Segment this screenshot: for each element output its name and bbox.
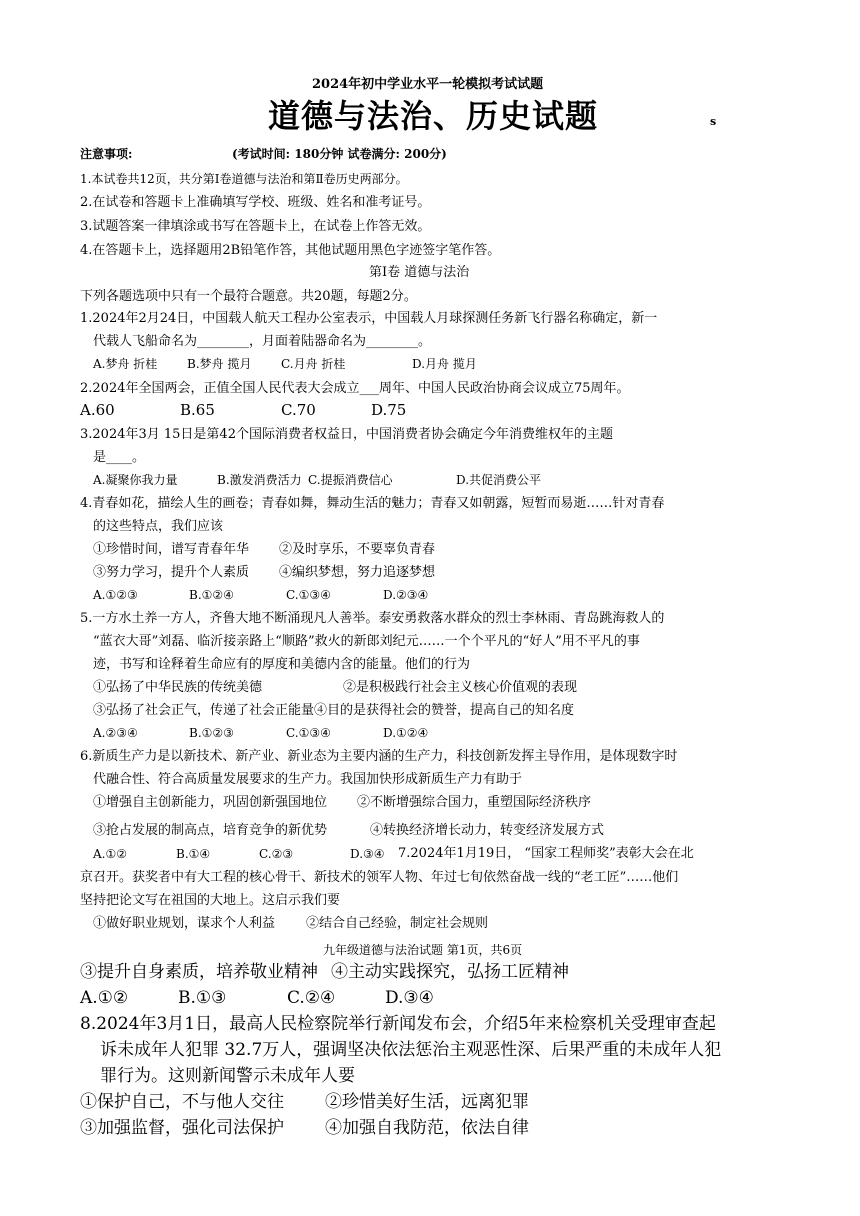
q7-stem-line2: 京召开。获奖者中有大工程的核心骨干、新技术的领军人物、年过七旬依然奋战一线的“老工匠”……他们: [80, 870, 679, 885]
exam-title: 道德与法治、历史试题: [268, 97, 599, 135]
q5-option-a: A.②③④: [93, 726, 138, 740]
q7-option-b: B.①③: [178, 988, 227, 1008]
q4-statement-4: ④编织梦想，努力追逐梦想: [279, 565, 436, 580]
q4-statement-2: ②及时享乐，不要辜负青春: [279, 542, 436, 557]
q1-option-a: A.梦舟 折桂: [93, 357, 158, 371]
q7-option-d: D.③④: [385, 988, 434, 1008]
q7-stem-line3: 坚持把论文写在祖国的大地上。这启示我们要: [80, 893, 341, 908]
q6-stem-line2: 代融合性、符合高质量发展要求的生产力。我国加快形成新质生产力有助于: [93, 772, 523, 787]
q7-stem-line1: 7.2024年1月19日， “国家工程师奖”表彰大会在北: [398, 846, 694, 861]
q6-option-c: C.②③: [259, 847, 294, 861]
q6-statement-2: ②不断增强综合国力，重塑国际经济秩序: [357, 795, 592, 810]
q7-statement-4: ④主动实践探究，弘扬工匠精神: [331, 962, 569, 982]
q8-stem-line1: 8.2024年3月1日，最高人民检察院举行新闻发布会，介绍5年来检察机关受理审查起: [80, 1014, 716, 1034]
q2-option-b: B.65: [180, 401, 215, 419]
q5-stem-line1: 5.一方水土养一方人，齐鲁大地不断涌现凡人善举。泰安勇救落水群众的烈士李林雨、青岛跳海救人的: [80, 611, 665, 626]
notice-item-3: 3.试题答案一律填涂或书写在答题卡上，在试卷上作答无效。: [80, 219, 431, 234]
q5-stem-line3: 迹，书写和诠释着生命应有的厚度和美德内含的能量。他们的行为: [93, 657, 471, 672]
q3-option-b: B.激发消费活力: [217, 473, 302, 487]
q2-stem-line1: 2.2024年全国两会，正值全国人民代表大会成立___周年、中国人民政治协商会议成立75周年。: [80, 381, 630, 396]
q6-option-d: D.③④: [350, 847, 385, 861]
q1-option-c: C.月舟 折桂: [281, 357, 346, 371]
q5-option-b: B.①②③: [189, 726, 234, 740]
q4-option-b: B.①②④: [189, 588, 234, 602]
section-title: 第Ⅰ卷 道德与法治: [369, 265, 470, 280]
notice-item-4: 4.在答题卡上，选择题用2B铅笔作答，其他试题用黑色字迹签字笔作答。: [80, 243, 501, 258]
q7-statement-2: ②结合自己经验，制定社会规则: [306, 916, 489, 931]
q2-option-c: C.70: [281, 401, 316, 419]
q8-statement-3: ③加强监督，强化司法保护: [80, 1118, 284, 1138]
corner-mark: s: [710, 115, 717, 128]
notice-item-2: 2.在试卷和答题卡上准确填写学校、班级、姓名和准考证号。: [80, 195, 431, 210]
q6-option-a: A.①②: [93, 847, 127, 861]
q3-option-c: C.提振消费信心: [308, 473, 393, 487]
exam-supertitle: 2024年初中学业水平一轮模拟考试试题: [312, 77, 544, 92]
q5-option-c: C.①③④: [286, 726, 331, 740]
exam-info: (考试时间: 180分钟 试卷满分: 200分): [232, 147, 447, 161]
q8-statement-4: ④加强自我防范，依法自律: [325, 1118, 529, 1138]
notice-item-1: 1.本试卷共12页，共分第Ⅰ卷道德与法治和第Ⅱ卷历史两部分。: [80, 172, 408, 186]
q8-statement-2: ②珍惜美好生活，远离犯罪: [325, 1092, 529, 1112]
q6-statement-1: ①增强自主创新能力，巩固创新强国地位: [93, 795, 328, 810]
page-footer: 九年级道德与法治试题 第1页，共6页: [323, 943, 523, 957]
q4-stem-line2: 的这些特点，我们应该: [93, 519, 224, 534]
q7-statement-3: ③提升自身素质，培养敬业精神: [80, 962, 318, 982]
q4-option-a: A.①②③: [93, 588, 138, 602]
q1-option-d: D.月舟 揽月: [412, 357, 477, 371]
q1-option-b: B.梦舟 揽月: [187, 357, 252, 371]
q5-stem-line2: “蓝衣大哥”刘磊、临沂接亲路上“顺路”救火的新郎刘纪元……一个个平凡的“好人”用不平凡的事: [93, 634, 640, 649]
q4-statement-3: ③努力学习，提升个人素质: [93, 565, 250, 580]
q3-stem-line1: 3.2024年3月 15日是第42个国际消费者权益日，中国消费者协会确定今年消费维权年的主题: [80, 427, 613, 442]
q3-stem-line2: 是____。: [93, 450, 146, 465]
q7-statement-1: ①做好职业规划，谋求个人利益: [93, 916, 276, 931]
q4-stem-line1: 4.青春如花，描绘人生的画卷；青春如舞，舞动生活的魅力；青春又如朝露，短暂而易逝……针对青春: [80, 496, 665, 511]
q7-option-a: A.①②: [80, 988, 129, 1008]
q4-statement-1: ①珍惜时间，谱写青春年华: [93, 542, 250, 557]
q7-option-c: C.②④: [287, 988, 336, 1008]
q5-option-d: D.①②④: [383, 726, 429, 740]
q4-option-c: C.①③④: [286, 588, 331, 602]
q2-option-a: A.60: [80, 401, 115, 419]
q5-statement-1: ①弘扬了中华民族的传统美德: [93, 680, 263, 695]
q2-option-d: D.75: [371, 401, 407, 419]
q3-option-a: A.凝聚你我力量: [93, 473, 178, 487]
q6-option-b: B.①④: [176, 847, 211, 861]
q1-stem-line2: 代载人飞船命名为________，月面着陆器命名为________。: [93, 334, 432, 349]
q5-statement-2: ②是积极践行社会主义核心价值观的表现: [343, 680, 578, 695]
notice-label: 注意事项:: [80, 147, 133, 161]
q8-stem-line2: 诉未成年人犯罪 32.7万人，强调坚决依法惩治主观恶性深、后果严重的未成年人犯: [100, 1040, 722, 1060]
q6-stem-line1: 6.新质生产力是以新技术、新产业、新业态为主要内涵的生产力，科技创新发挥主导作用，是体现数字时: [80, 749, 678, 764]
q4-option-d: D.②③④: [383, 588, 429, 602]
q8-statement-1: ①保护自己，不与他人交往: [80, 1092, 284, 1112]
q1-stem-line1: 1.2024年2月24日，中国载人航天工程办公室表示，中国载人月球探测任务新飞行器名称确定，新一: [80, 311, 658, 326]
section-instruction: 下列各题选项中只有一个最符合题意。共20题，每题2分。: [80, 289, 417, 304]
q5-statement-3-4: ③弘扬了社会正气，传递了社会正能量④目的是获得社会的赞誉，提高自己的知名度: [93, 703, 575, 718]
q8-stem-line3: 罪行为。这则新闻警示未成年人要: [100, 1066, 355, 1086]
q6-statement-4: ④转换经济增长动力，转变经济发展方式: [370, 823, 605, 838]
q3-option-d: D.共促消费公平: [456, 473, 542, 487]
q6-statement-3: ③抢占发展的制高点，培育竞争的新优势: [93, 823, 328, 838]
